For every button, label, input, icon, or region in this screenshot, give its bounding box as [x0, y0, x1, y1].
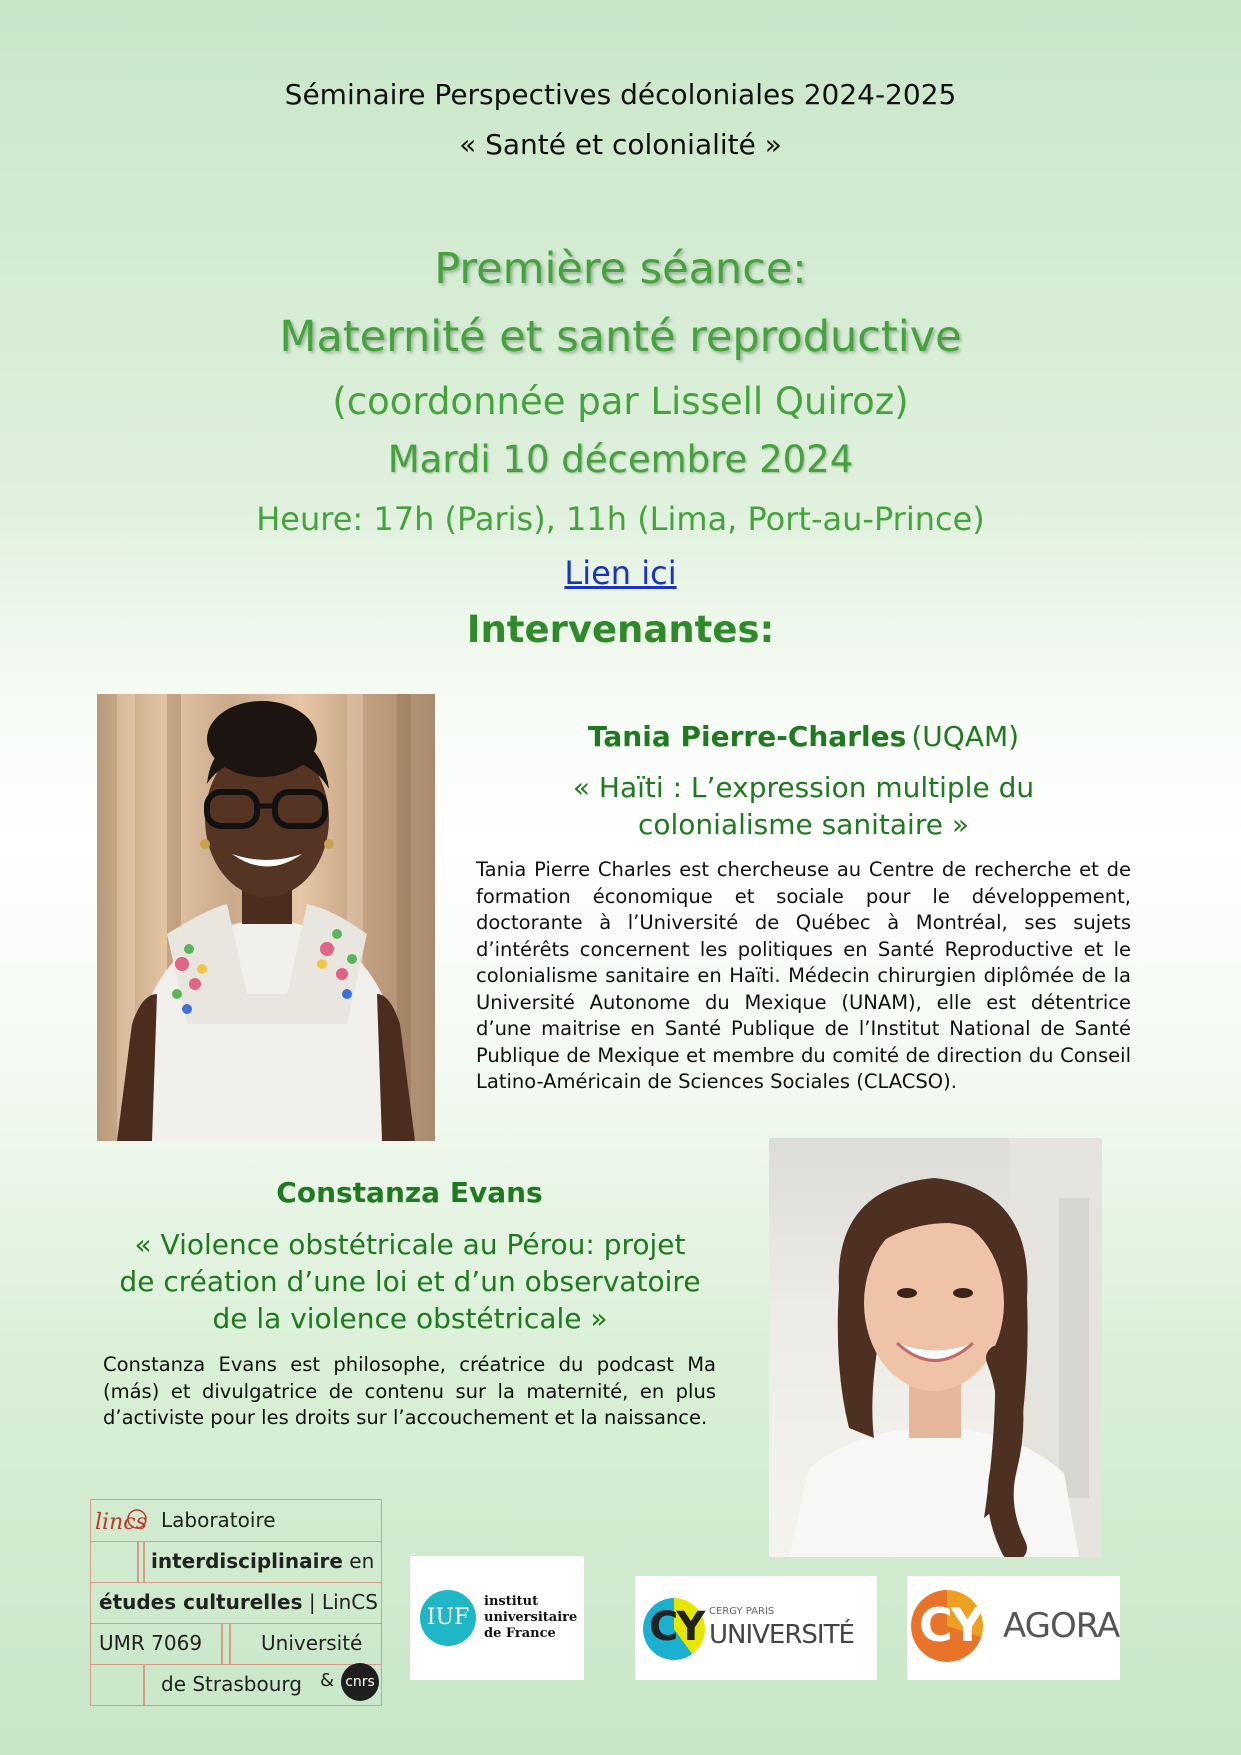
cnrs-logo: cnrs	[341, 1663, 379, 1701]
speaker2-heading	[102, 1176, 717, 1209]
speaker2-talk-line1: « Violence obstétricale au Pérou: projet	[134, 1228, 686, 1261]
cy-agora-logo: CY AGORA	[907, 1576, 1120, 1680]
speaker2-photo	[769, 1138, 1102, 1557]
session-link[interactable]: Lien ici	[564, 554, 677, 592]
cy-universite-text: UNIVERSITÉ	[709, 1620, 854, 1650]
iuf-mark-icon: IUF	[420, 1590, 476, 1646]
speaker2-talk-title	[100, 1226, 720, 1337]
speaker1-talk-title	[476, 769, 1131, 843]
lincs-mark-icon	[93, 1503, 147, 1537]
speaker2-bio: Constanza Evans est philosophe, créatrice du podcast Ma (más) et divulgatrice de contenu sur la maternité, en plus d’activiste pour les droits sur l’accouchement et la naissance.	[103, 1353, 716, 1429]
speaker2-talk-line3: de la violence obstétricale »	[212, 1302, 608, 1335]
session-date: Mardi 10 décembre 2024	[387, 438, 854, 481]
cy-universite-logo: CY CERGY PARIS UNIVERSITÉ	[635, 1576, 877, 1680]
speaker1-talk-line2: colonialisme sanitaire »	[637, 808, 969, 841]
lincs-logo	[90, 1499, 382, 1706]
session-time: Heure: 17h (Paris), 11h (Lima, Port-au-Prince)	[256, 500, 985, 538]
speaker2-name: Constanza Evans	[276, 1176, 543, 1209]
cy-agora-text: AGORA	[1003, 1606, 1120, 1646]
speaker1-bio: Tania Pierre Charles est chercheuse au Centre de recherche et de formation économique et sociale pour le développement, doctorante à l’Université de Québec à Montréal, ses sujets d’intérêts concernent les politiques en Santé Reproductive et le colonialisme sanitaire en Haïti. Médecin chirurgien diplômée de la Université Autonome du Mexique (UNAM), elle est détentrice d’une maitrise en Santé Publique de l’Institut National de Santé Publique de Mexique et membre du comité de direction du Conseil Latino-Américain de Sciences Sociales (CLACSO).	[476, 858, 1131, 1093]
speaker1-photo	[97, 694, 435, 1141]
session-title-line2: Maternité et santé reproductive	[279, 312, 962, 362]
speaker1-name: Tania Pierre-Charles	[587, 720, 907, 753]
speaker1-talk-line1: « Haïti : L’expression multiple du	[572, 771, 1035, 804]
lincs-row4	[91, 1623, 381, 1665]
lincs-interdisciplinaire: interdisciplinaire en	[151, 1549, 375, 1573]
lincs-row5	[91, 1664, 381, 1705]
speaker1-heading	[476, 720, 1131, 753]
speaker2-talk-line2: de création d’une loi et d’un observatoire	[119, 1265, 701, 1298]
seminar-series-title: Séminaire Perspectives décoloniales 2024-2025	[284, 78, 957, 111]
speakers-heading: Intervenantes:	[466, 608, 775, 651]
link-wrapper	[0, 554, 1241, 592]
speaker1-affiliation: (UQAM)	[911, 720, 1020, 753]
lincs-strasbourg: de Strasbourg	[161, 1672, 302, 1696]
lincs-universite: Université	[261, 1631, 363, 1655]
lincs-row2	[91, 1541, 381, 1583]
iuf-text: institut universitaire de France	[484, 1594, 578, 1641]
session-title-line1: Première séance:	[434, 244, 807, 294]
lincs-ampersand: &	[320, 1670, 335, 1691]
lincs-etudes-culturelles: études culturelles | LinCS	[99, 1590, 378, 1614]
session-coordination: (coordonnée par Lissell Quiroz)	[332, 380, 909, 423]
svg-text:lincs: lincs	[95, 1510, 147, 1535]
iuf-logo	[410, 1556, 584, 1680]
lincs-row1	[91, 1500, 381, 1542]
seminar-theme: « Santé et colonialité »	[459, 128, 782, 161]
cy-cergy-paris: CERGY PARIS	[709, 1606, 775, 1617]
lincs-umr: UMR 7069	[99, 1631, 203, 1655]
lincs-row3	[91, 1582, 381, 1624]
lincs-laboratoire: Laboratoire	[161, 1508, 276, 1532]
